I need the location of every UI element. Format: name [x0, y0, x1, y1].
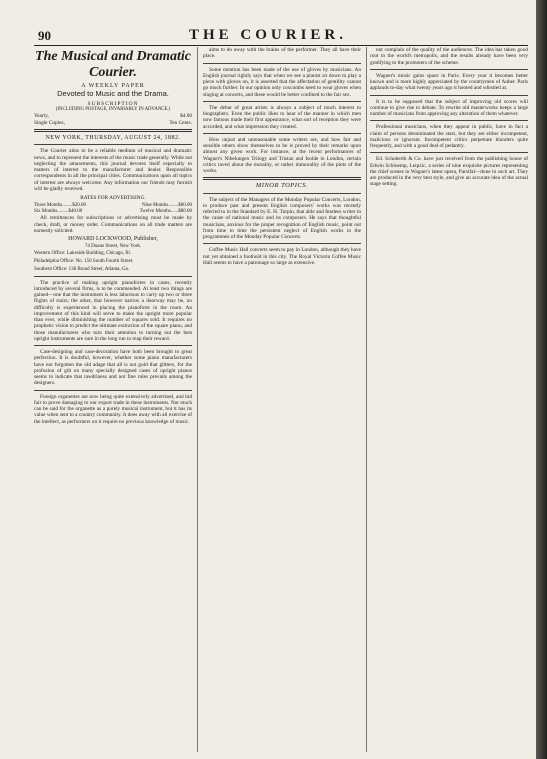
publisher-name: HOWARD LOCKWOOD, Publisher,: [68, 236, 158, 242]
column-3: [370, 47, 528, 759]
masthead-title: The Musical and Dramatic Courier.: [35, 49, 191, 80]
article-paragraph: Coffee Music Hall concerts seem to pay in London, although they have not yet obtained a foothold in this city. The Royal Victoria Coffee Music Hall seems to have a patronage so large as extensive.: [203, 247, 361, 266]
article-rule: [34, 345, 192, 346]
article-paragraph: Some mention has been made of the use of gloves by musicians. An English journal rightly says that when we see a pianist sit down to play a piece with gloves on, it is asserted that the affectation of gentility cannot go much further. In our opinion only coxcombs need to wear gloves when singing at concerts, and these would be better confined to the fair sex.: [203, 66, 361, 98]
article-rule: [370, 120, 528, 121]
office-line: Philadelphia Office: No. 150 South Fourth Street.: [34, 258, 134, 264]
section-rule: [203, 193, 361, 194]
article-rule: [370, 152, 528, 153]
article-rule: [370, 95, 528, 96]
column-divider: [366, 47, 367, 752]
rate-cell: Three Months........$20.00: [34, 203, 86, 209]
column-1: [34, 47, 192, 759]
article-paragraph: The subject of the Managers of the Monday Popular Concerts, London, to produce past and present English composers' works was recently referred to in the Standard by E. H. Turpin, that able and fearless writer in the cause of national music and its composers. He says that thoughtful musicians, anxious for the proper recognition of English music, point out from time to time the persistent neglect of English works in the programmes of the Monday Popular Concerts.: [203, 196, 361, 240]
subscription-heading: SUBSCRIPTION: [87, 100, 139, 107]
header-rule: [34, 45, 528, 46]
article-paragraph: Ed. Schuberth & Co. have just received from the publishing house of Edwin Schloemp, Leipzic, a series of nine exquisite pictures representing the chief scenes in Wagner's latest opera, Parsifal—done in such art. They are produced in the very best style, and give an accurate idea of the actual stage setting.: [370, 156, 528, 188]
article-rule: [203, 133, 361, 134]
masthead-subtitle: A WEEKLY PAPER: [81, 83, 145, 89]
single-label: Single Copies,: [34, 119, 65, 126]
office-address: 74 Duane Street, New York.: [84, 244, 142, 250]
article-paragraph: The debut of great artists is always a subject of much interest to biographers. Even the public likes to hear of the manner in which men now famous made their first appearance, what sort of reception they were accorded, and what impression they created.: [203, 104, 361, 130]
article-rule: [203, 243, 361, 244]
page-number: 90: [38, 28, 51, 43]
article-paragraph: Case-designing and case-decoration have both been brought to great perfection. It is doubtful, however, whether some piano manufacturers have not forgotten the old adage that all is not gold that glitters, for the profusion of gilt on many specially designed cases of upright pianos seems to indicate that tawdriness and not fine rules prevails among the designers.: [34, 349, 192, 387]
article-paragraph: not complain of the quality of the audiences. The idea has taken good root in the world's metropolis, and the results already have been very gratifying to the promoters of the scheme.: [370, 47, 528, 66]
article-paragraph: The practice of making upright pianofortes in cases, recently introduced by several firms, is to be commended. At least two things are gained—one that the instrument is less laborious to carry up two or three flights of stairs; the other, that however narrow a doorway may be, no difficulty is experienced in placing the pianoforte in the room. An improvement of this kind will serve to make the upright more popular than ever, while diminishing the number of squares sold. It requires no prophetic vision to predict the ultimate extinction of the square piano, and those manufacturers who turn their attention to turning out the best upright instruments are sure in the long run to reap their reward.: [34, 279, 192, 342]
office-line: Western Office: Lakeside Building, Chicago, Ill.: [34, 250, 131, 256]
pricing-single: [34, 120, 192, 127]
yearly-price: $4.00: [180, 113, 192, 119]
article-rule: [203, 101, 361, 102]
column-2: [203, 47, 361, 759]
article-rule: [203, 63, 361, 64]
single-price: Ten Cents.: [169, 119, 192, 126]
rates-note: All remittances for subscriptions or advertising must be made by check, draft, or money order. Communications on all trade matters are earnestly solicited.: [34, 215, 192, 234]
page-header: [0, 25, 536, 45]
subscription-note: (INCLUDING POSTAGE, INVARIABLY IN ADVANCE.): [55, 106, 171, 112]
masthead-divider: [34, 129, 192, 132]
dateline: NEW YORK, THURSDAY, AUGUST 24, 1882.: [45, 135, 181, 141]
article-paragraph: Foreign organettes are now being quite extensively advertised, and bid fair to prove damaging to our export trade in these instruments. Not much can be said for the organette as a purely musical instrument, but it has its value when sent to a country community. It does away with all exercise of the intellect, as performers on it require no previous knowledge of music.: [34, 393, 192, 425]
running-title: THE COURIER.: [188, 27, 348, 43]
dateline-rule: [34, 144, 192, 145]
column-divider: [197, 47, 198, 752]
article-paragraph: Professional musicians, when they appear in public, have in fact a claim of persons denominated the stars, but they are either incompetent, malicious or ignorant. Incompetent critics perpetrate blunders quite frequently, and with a good deal of pedantry.: [370, 124, 528, 149]
page-edge-shadow: [536, 0, 547, 759]
article-paragraph: aims to do away with the brains of the performer. They all have their place.: [203, 47, 361, 60]
advertising-title: RATES FOR ADVERTISING.: [80, 195, 146, 201]
rate-cell: Nine Months........$60.00: [142, 203, 192, 209]
yearly-label: Yearly,: [34, 113, 49, 119]
article-rule: [370, 69, 528, 70]
section-rule: [203, 177, 361, 180]
section-heading: MINOR TOPICS.: [255, 182, 309, 190]
article-rule: [34, 390, 192, 391]
rate-cell: Twelve Months......$80.00: [139, 209, 192, 215]
masthead-notice: The Courier aims to be a reliable medium of musical and dramatic news, and to represent the interests of the music trade generally. While not neglecting the amusements, this journal devotes itself especially to matters of interest to the manufacturer and dealer. Responsible correspondents in all the principal cities. Communications upon all topics of interest are always welcome. Any information our friends may furnish will be gladly received.: [34, 148, 192, 192]
article-paragraph: Wagner's music gains space in Paris. Every year it becomes better known and is more highly appreciated by the countrymen of Auber. Paris applauds to-day what twenty years ago it hooted and whistled at.: [370, 72, 528, 92]
column-rule: [34, 276, 192, 277]
article-paragraph: It is to be supposed that the subject of improving old scores will continue to give rise to debate. To rewrite old masterworks keeps a large number of musicians from approving any alteration of them whatever.: [370, 98, 528, 117]
rate-cell: Six Months.........$40.00: [34, 209, 83, 215]
office-line: Southern Office: 138 Broad Street, Atlanta, Ga.: [34, 266, 130, 272]
masthead-tagline: Devoted to Music and the Drama.: [57, 89, 169, 99]
article-paragraph: How unjust and unreasonable some writers are, and how fair and sensible others show themselves to be is proved by their remarks upon almost any given work. For instance, at the recent performances of Wagner's Nibelungen Trilogy and Tristan and Isolde in London, certain critics raved about the morality, or rather immorality of the plots of the works.: [203, 136, 361, 174]
